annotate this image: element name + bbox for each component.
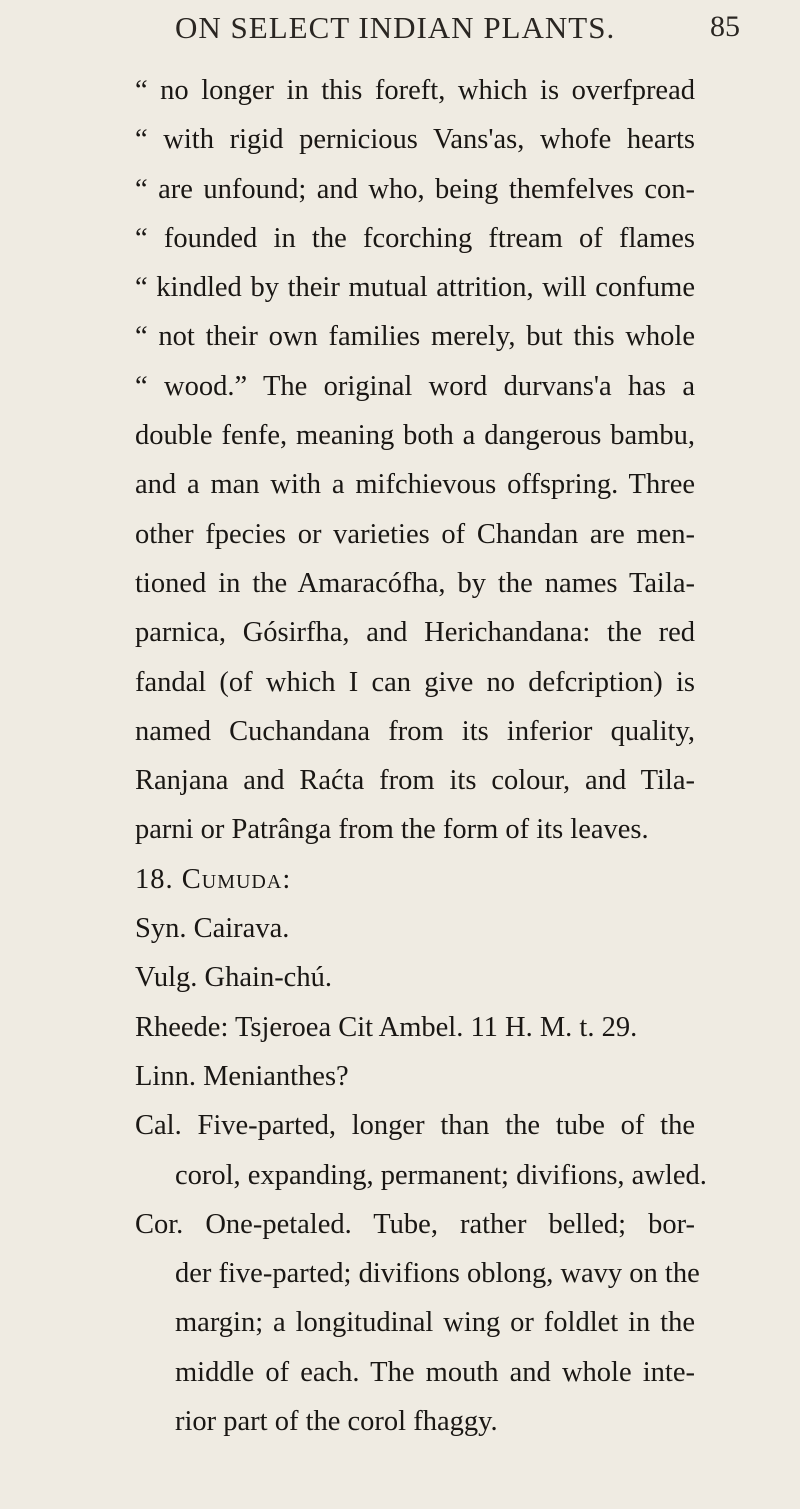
corolla-line: Cor. One-petaled. Tube, rather belled; bor- xyxy=(135,1208,695,1240)
text-line: Ranjana and Raćta from its colour, and Tila- xyxy=(135,765,695,797)
running-head xyxy=(0,10,800,50)
text-line: double fenfe, meaning both a dangerous bambu, xyxy=(135,420,695,452)
page-number: 85 xyxy=(710,10,740,43)
text-line: “ not their own families merely, but this whole xyxy=(135,321,695,353)
text-line: “ no longer in this foreft, which is overfpread xyxy=(135,75,695,106)
corolla-line-cont: margin; a longitudinal wing or foldlet in the xyxy=(175,1307,695,1339)
text-line: “ wood.” The original word durvans'a has a xyxy=(135,370,695,402)
text-line: “ with rigid pernicious Vans'as, whofe hearts xyxy=(135,124,695,156)
linnaeus-line: Linn. Menianthes? xyxy=(135,1060,349,1092)
corolla-line-cont: der five-parted; divifions oblong, wavy on the xyxy=(175,1258,700,1290)
text-line: parni or Patrânga from the form of its leaves. xyxy=(135,814,649,846)
body-text xyxy=(135,66,707,1446)
text-line: parnica, Gósirfha, and Herichandana: the red xyxy=(135,617,695,649)
vulgar-name-line: Vulg. Ghain-chú. xyxy=(135,962,332,994)
calyx-line-cont: corol, expanding, permanent; divifions, awled. xyxy=(175,1159,707,1191)
running-title: ON SELECT INDIAN PLANTS. xyxy=(175,10,616,45)
text-line: “ kindled by their mutual attrition, will confume xyxy=(135,272,695,304)
corolla-line-cont: rior part of the corol fhaggy. xyxy=(175,1406,498,1438)
text-line: tioned in the Amaracófha, by the names Taila- xyxy=(135,567,695,599)
synonym-line: Syn. Cairava. xyxy=(135,913,290,945)
corolla-line-cont: middle of each. The mouth and whole inte- xyxy=(175,1356,695,1388)
text-line: and a man with a mifchievous offspring. Three xyxy=(135,469,695,501)
text-line: named Cuchandana from its inferior quality, xyxy=(135,715,695,747)
text-line: “ are unfound; and who, being themfelves con- xyxy=(135,173,695,205)
text-line: other fpecies or varieties of Chandan are men- xyxy=(135,518,695,550)
text-line: “ founded in the fcorching ftream of flames xyxy=(135,222,695,254)
text-line: fandal (of which I can give no defcription) is xyxy=(135,666,695,698)
rheede-reference-line: Rheede: Tsjeroea Cit Ambel. 11 H. M. t. 29. xyxy=(135,1011,638,1043)
entry-heading: 18. Cumuda: xyxy=(135,863,292,895)
calyx-line: Cal. Five-parted, longer than the tube of the xyxy=(135,1110,695,1142)
